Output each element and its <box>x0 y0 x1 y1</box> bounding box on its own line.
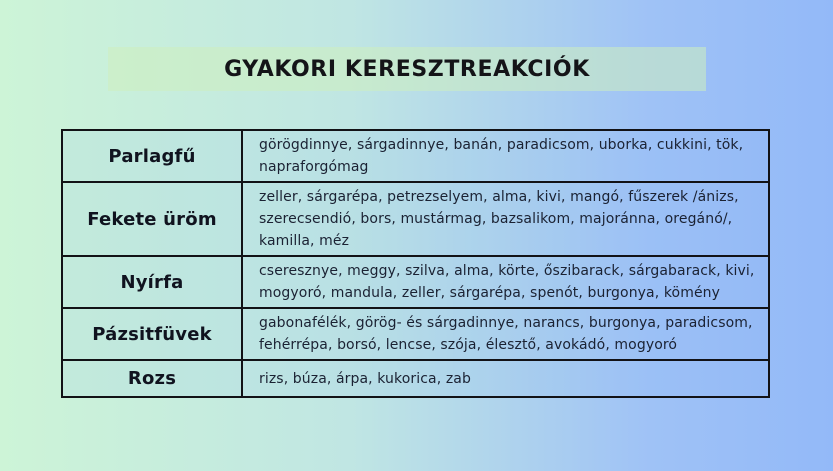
allergen-cell: Fekete üröm <box>62 182 242 256</box>
table-row <box>62 360 769 397</box>
reactions-cell: zeller, sárgarépa, petrezselyem, alma, kivi, mangó, fűszerek /ánizs, szerecsendió, bors, mustármag, bazsalikom, majoránna, oregánó/, kamilla, méz <box>242 182 769 256</box>
allergen-cell: Parlagfű <box>62 130 242 182</box>
allergen-cell: Nyírfa <box>62 256 242 308</box>
cross-reaction-table <box>61 129 770 398</box>
reactions-cell: rizs, búza, árpa, kukorica, zab <box>242 360 769 397</box>
page-title: GYAKORI KERESZTREAKCIÓK <box>224 56 590 82</box>
table-row <box>62 130 769 182</box>
table-row <box>62 182 769 256</box>
table-row <box>62 308 769 360</box>
reactions-cell: görögdinnye, sárgadinnye, banán, paradicsom, uborka, cukkini, tök, napraforgómag <box>242 130 769 182</box>
reactions-cell: cseresznye, meggy, szilva, alma, körte, őszibarack, sárgabarack, kivi, mogyoró, mandula, zeller, sárgarépa, spenót, burgonya, kömény <box>242 256 769 308</box>
title-highlight-band <box>108 47 706 91</box>
reactions-cell: gabonafélék, görög- és sárgadinnye, narancs, burgonya, paradicsom, fehérrépa, borsó, lencse, szója, élesztő, avokádó, mogyoró <box>242 308 769 360</box>
allergen-cell: Rozs <box>62 360 242 397</box>
allergen-cell: Pázsitfüvek <box>62 308 242 360</box>
table-row <box>62 256 769 308</box>
